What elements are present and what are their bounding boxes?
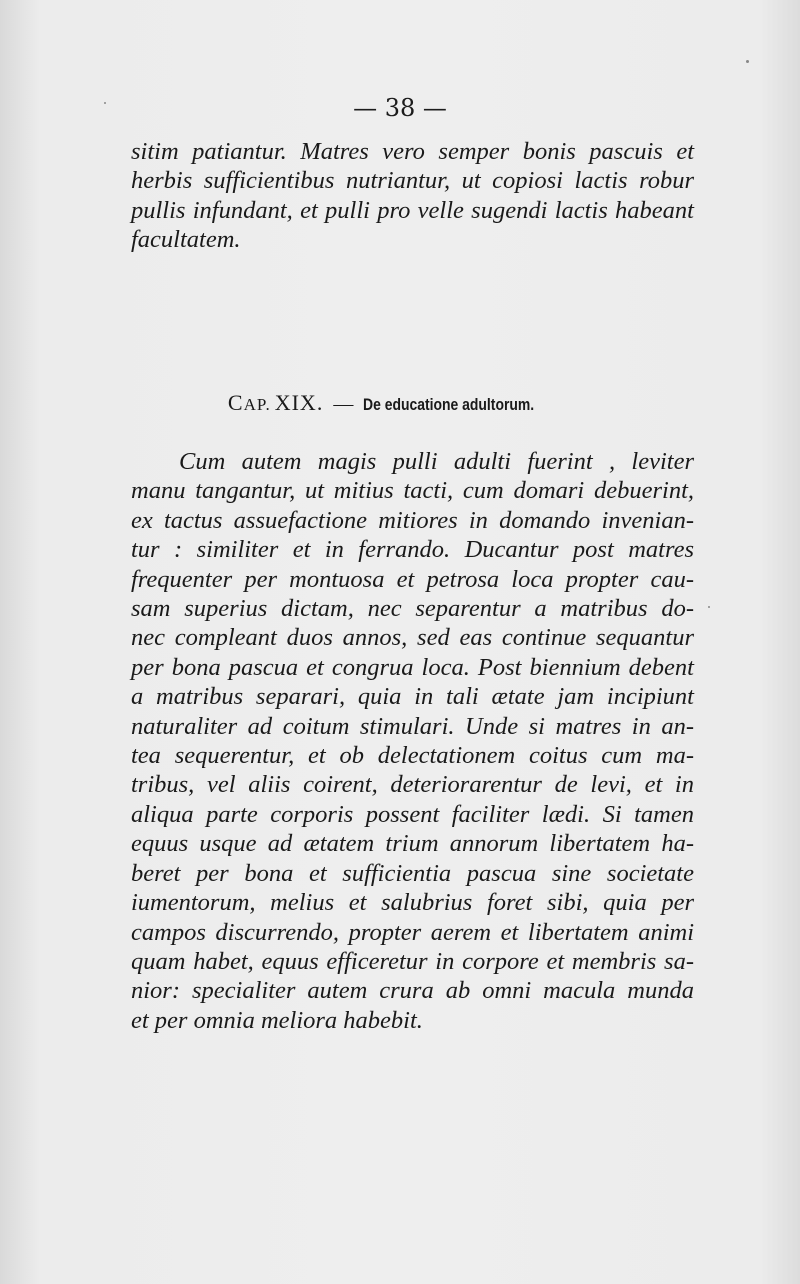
heading-dash: — [333, 393, 354, 415]
text-line: per bona pascua et congrua loca. Post biennium debent [131, 653, 694, 681]
chapter-number: XIX. [274, 390, 324, 415]
paragraph-continuation [131, 137, 694, 255]
text-line: tur : similiter et in ferrando. Ducantur post matres [131, 536, 694, 564]
text-line: pullis infundant, et pulli pro velle sugendi lactis habeant [131, 196, 694, 224]
text-line: campos discurrendo, propter aerem et libertatem animi [131, 918, 694, 946]
text-line: frequenter per montuosa et petrosa loca propter cau- [131, 565, 694, 593]
text-line: facultatem. [131, 226, 241, 254]
text-line: quam habet, equus efficeretur in corpore et membris sa- [131, 947, 694, 975]
text-line: Cum autem magis pulli adulti fuerint , leviter [179, 448, 694, 475]
text-line: manu tangantur, ut mitius tacti, cum domari debuerint, [131, 477, 694, 505]
text-line: nec compleant duos annos, sed eas continue sequantur [131, 624, 694, 652]
text-line: ex tactus assuefactione mitiores in domando invenian- [131, 506, 694, 534]
chapter-heading [0, 390, 800, 416]
text-line: sitim patiantur. Matres vero semper bonis pascuis et [131, 138, 694, 165]
paper-speck [708, 606, 710, 608]
text-line: nior: specialiter autem crura ab omni macula munda [131, 977, 694, 1005]
chapter-title: De educatione adultorum. [363, 395, 535, 414]
page-number: — 38 — [353, 94, 447, 122]
paper-speck [104, 102, 106, 104]
text-line: herbis sufficientibus nutriantur, ut copiosi lactis robur [131, 167, 694, 195]
text-line: a matribus separari, quia in tali ætate jam incipiunt [131, 683, 694, 711]
chapter-label-rest: AP. [243, 395, 271, 414]
text-line: beret per bona et sufficientia pascua sine societate [131, 859, 694, 887]
chapter-label-initial: C [227, 390, 244, 415]
text-line: sam superius dictam, nec separentur a matribus do- [131, 595, 694, 623]
paragraph-body [131, 447, 694, 1035]
paper-speck [746, 60, 749, 63]
text-line: aliqua parte corporis possent faciliter lædi. Si tamen [131, 800, 694, 828]
text-line: et per omnia meliora habebit. [131, 1006, 423, 1034]
text-line: iumentorum, melius et salubrius foret sibi, quia per [131, 889, 694, 917]
text-line: naturaliter ad coitum stimulari. Unde si matres in an- [131, 712, 694, 740]
text-line: equus usque ad ætatem trium annorum libertatem ha- [131, 830, 694, 858]
text-line: tea sequerentur, et ob delectationem coitus cum ma- [131, 742, 694, 770]
text-line: tribus, vel aliis coirent, deteriorarentur de levi, et in [131, 771, 694, 799]
